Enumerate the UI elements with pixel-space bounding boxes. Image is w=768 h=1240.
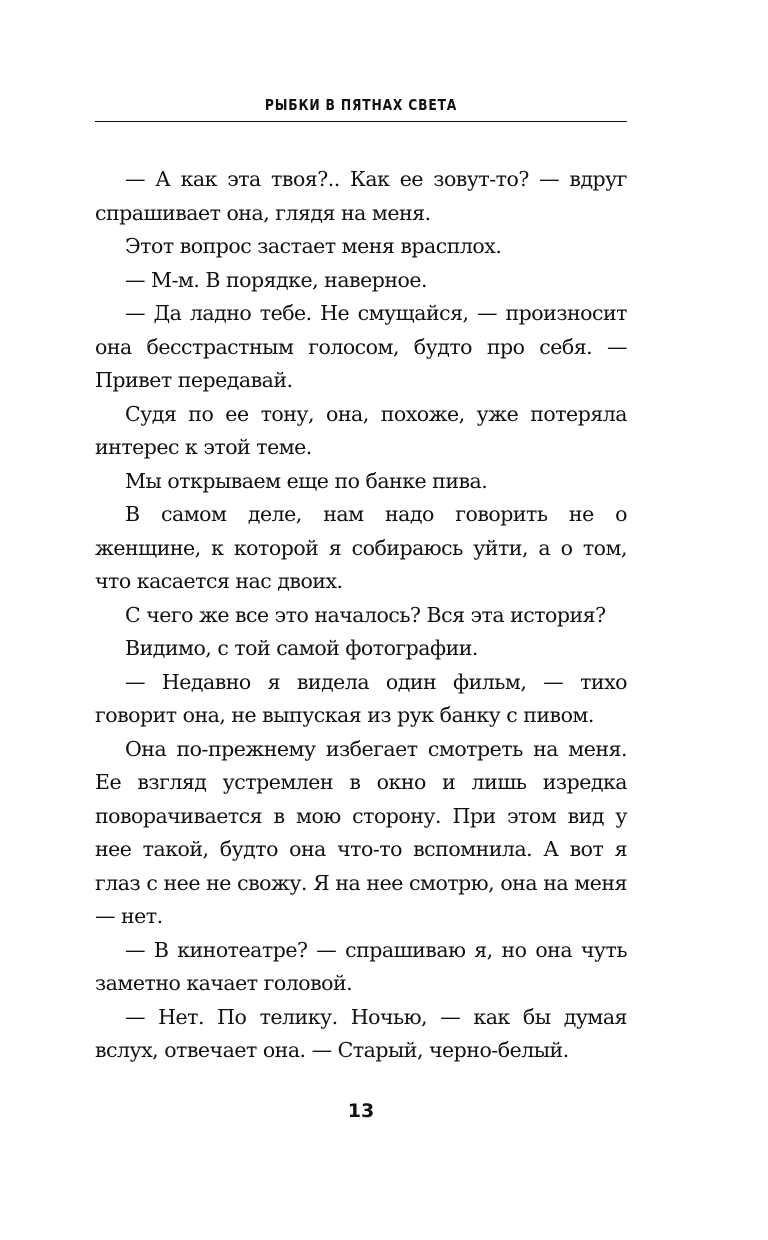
paragraph: — М-м. В порядке, наверное.	[125, 267, 427, 292]
body-text	[95, 163, 627, 1068]
header-rule	[95, 121, 627, 122]
paragraph: Этот вопрос застает меня врасплох.	[125, 234, 502, 258]
paragraph: — Недавно я видела один фильм, — тихо говорит она, не выпуская из рук банку с пивом.	[95, 669, 627, 727]
paragraph: С чего же все это началось? Вся эта история?	[125, 602, 606, 627]
paragraph: — А как эта твоя?.. Как ее зовут-то? — вдруг спрашивает она, глядя на меня.	[95, 167, 627, 225]
paragraph: Она по-прежнему избегает смотреть на меня. Ее взгляд устремлен в окно и лишь изредка поворачивается в мою сторону. При этом вид у нее такой, будто она что-то вспомнила. А вот я глаз с нее не свожу. Я на нее смотрю, она на меня — нет.	[95, 736, 627, 928]
page-number: 13	[347, 1100, 375, 1122]
paragraph: В самом деле, нам надо говорить не о женщине, к которой я собираюсь уйти, а о том, что касается нас двоих.	[95, 502, 627, 593]
paragraph: — Да ладно тебе. Не смущайся, — произносит она бесстрастным голосом, будто про себя. — Привет передавай.	[95, 301, 627, 392]
running-head-title: РЫБКИ В ПЯТНАХ СВЕТА	[264, 96, 458, 114]
paragraph: — В кинотеатре? — спрашиваю я, но она чуть заметно качает головой.	[95, 937, 627, 995]
paragraph: Мы открываем еще по банке пива.	[125, 468, 488, 493]
paragraph: — Нет. По телику. Ночью, — как бы думая вслух, отвечает она. — Старый, черно-белый.	[95, 1004, 627, 1062]
paragraph: Видимо, с той самой фотографии.	[125, 636, 478, 660]
paragraph: Судя по ее тону, она, похоже, уже потеряла интерес к этой теме.	[95, 401, 627, 459]
